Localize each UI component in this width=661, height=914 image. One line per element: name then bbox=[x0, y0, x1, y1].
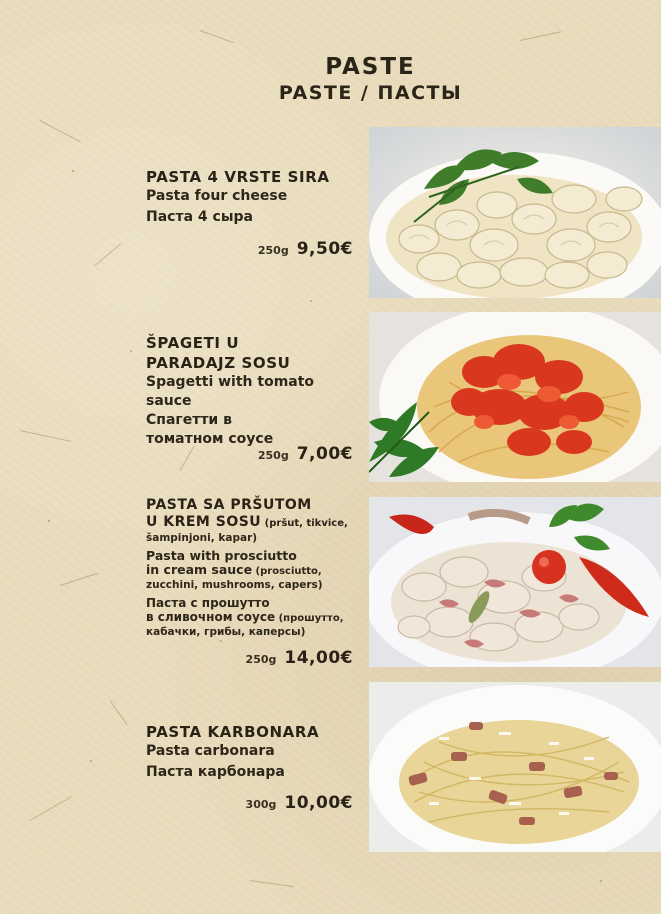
page-subtitle: PASTE / ПАСТЫ bbox=[278, 82, 463, 104]
paper-fleck bbox=[90, 760, 92, 762]
item-name: PASTA KARBONARA bbox=[146, 723, 320, 741]
menu-item-pasta-four-cheese bbox=[146, 167, 361, 227]
price-row bbox=[258, 239, 353, 259]
item-russian-name: Паста карбонара bbox=[146, 764, 285, 780]
item-price: 9,50€ bbox=[296, 239, 353, 259]
item-english-line1: Pasta with prosciutto bbox=[146, 548, 297, 563]
item-name-line1: ŠPAGETI U bbox=[146, 334, 240, 352]
item-russian-line2: в сливочном соусе bbox=[146, 610, 276, 624]
item-name: PASTA 4 VRSTE SIRA bbox=[146, 168, 330, 186]
paper-fleck bbox=[72, 170, 74, 172]
paper-fiber bbox=[520, 31, 561, 41]
item-name-line1: PASTA SA PRŠUTOM bbox=[146, 497, 312, 513]
item-price: 14,00€ bbox=[284, 648, 353, 668]
item-english-line2: in cream sauce bbox=[146, 562, 253, 577]
paper-fiber bbox=[180, 446, 195, 471]
item-price: 7,00€ bbox=[296, 444, 353, 464]
item-english-name: Pasta carbonara bbox=[146, 743, 275, 759]
paper-fiber bbox=[40, 120, 81, 142]
item-name-line2: U KREM SOSU bbox=[146, 514, 262, 530]
item-weight: 300g bbox=[245, 798, 277, 811]
item-russian-line2: томатном соусе bbox=[146, 431, 274, 447]
item-russian-name: Паста 4 сыра bbox=[146, 209, 253, 225]
item-name-line2: PARADAJZ SOSU bbox=[146, 354, 291, 372]
item-weight: 250g bbox=[257, 244, 289, 257]
pasta-carbonara-photo bbox=[369, 682, 661, 852]
paper-fiber bbox=[60, 573, 98, 586]
item-weight: 250g bbox=[245, 653, 277, 666]
paper-fleck bbox=[48, 520, 50, 522]
item-english-ingredients: (prosciutto, bbox=[252, 566, 322, 577]
item-name-ingredients: (pršut, tikvice, bbox=[261, 518, 348, 529]
paper-fleck bbox=[600, 880, 602, 882]
item-english-ingredients-cont: zucchini, mushrooms, capers) bbox=[146, 579, 323, 591]
paper-fiber bbox=[250, 880, 294, 887]
item-english-name: Pasta four cheese bbox=[146, 188, 288, 204]
paper-fleck bbox=[310, 300, 312, 302]
price-row bbox=[246, 793, 353, 813]
item-russian-line1: Спагетти в bbox=[146, 412, 232, 428]
pasta-prosciutto-photo bbox=[369, 497, 661, 667]
pasta-four-cheese-photo bbox=[369, 127, 661, 298]
paper-fleck bbox=[220, 640, 222, 642]
item-english-name: Spagetti with tomato sauce bbox=[146, 374, 315, 409]
paper-fiber bbox=[30, 796, 72, 821]
item-name-ingredients-cont: šampinjoni, kapar) bbox=[146, 532, 258, 544]
paper-fiber bbox=[110, 700, 128, 725]
page-title: PASTE bbox=[325, 54, 416, 80]
item-russian-ingredients-cont: кабачки, грибы, каперсы) bbox=[146, 626, 306, 638]
menu-item-pasta-prosciutto bbox=[146, 497, 361, 639]
price-row bbox=[258, 444, 353, 464]
paper-fiber bbox=[20, 430, 71, 442]
price-row bbox=[246, 648, 353, 668]
paper-fiber bbox=[200, 30, 234, 43]
menu-item-pasta-carbonara bbox=[146, 722, 361, 782]
spaghetti-tomato-photo bbox=[369, 312, 661, 482]
menu-item-spaghetti-tomato bbox=[146, 333, 361, 449]
paper-fiber bbox=[95, 243, 122, 266]
item-russian-ingredients: (прошутто, bbox=[275, 613, 344, 624]
item-weight: 250g bbox=[257, 449, 289, 462]
item-russian-line1: Паста с прошутто bbox=[146, 596, 270, 610]
item-price: 10,00€ bbox=[284, 793, 353, 813]
paper-fleck bbox=[130, 350, 132, 352]
